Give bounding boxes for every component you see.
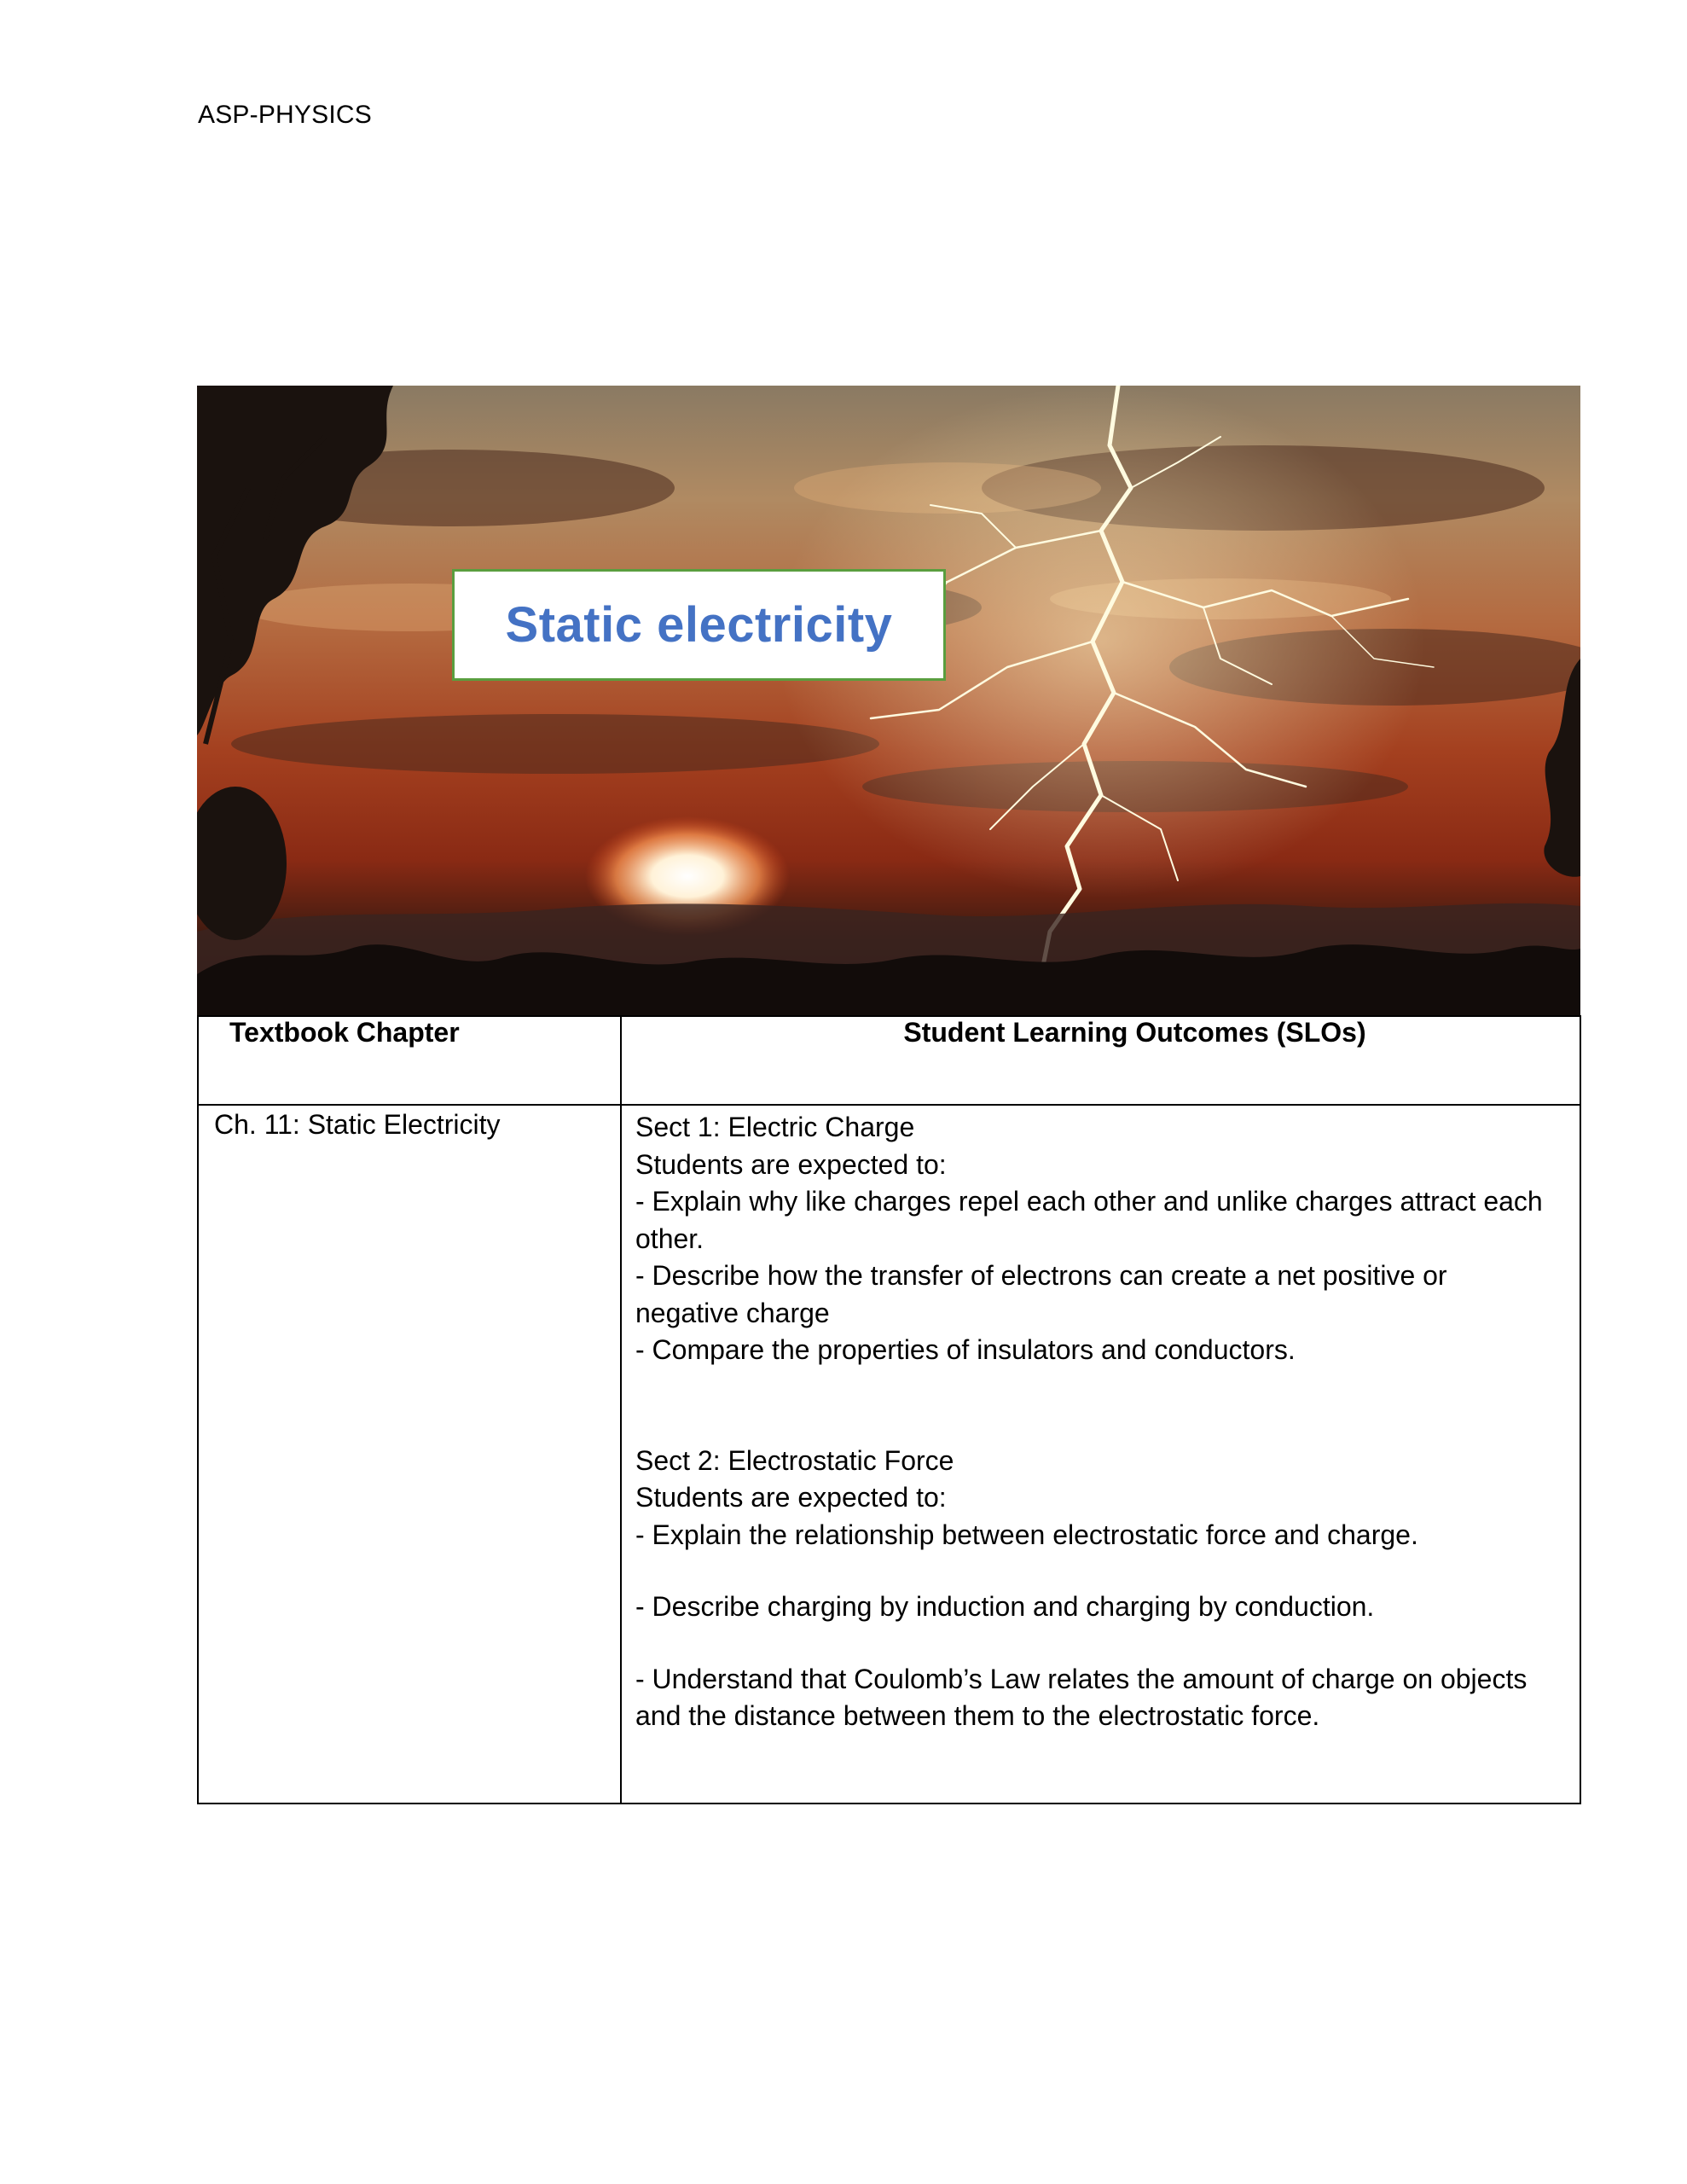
- header-slos: Student Learning Outcomes (SLOs): [621, 1016, 1580, 1105]
- slo-cell: [621, 1105, 1580, 1804]
- header-textbook-chapter: Textbook Chapter: [198, 1016, 621, 1105]
- lightning-sunset-illustration: [197, 386, 1580, 1017]
- banner-title: Static electricity: [505, 597, 893, 653]
- page-header: ASP-PHYSICS: [198, 101, 372, 129]
- banner-image: [197, 386, 1580, 1017]
- slo-item: - Explain why like charges repel each other and unlike charges attract each other.: [635, 1186, 1543, 1254]
- slo-item: - Explain the relationship between electrostatic force and charge.: [635, 1519, 1418, 1550]
- section-intro: Students are expected to:: [635, 1148, 947, 1180]
- slo-table: [197, 1015, 1581, 1804]
- chapter-cell: Ch. 11: Static Electricity: [198, 1105, 621, 1804]
- slo-item: - Understand that Coulomb’s Law relates the amount of charge on objects and the distance between them to the electrostatic force.: [635, 1663, 1528, 1731]
- section-intro: Students are expected to:: [635, 1482, 947, 1513]
- table-header-row: [198, 1016, 1580, 1105]
- section-title: Sect 1: Electric Charge: [635, 1112, 915, 1142]
- title-box: [452, 569, 946, 681]
- table-row: [198, 1105, 1580, 1804]
- slo-item: - Compare the properties of insulators and conductors.: [635, 1334, 1296, 1365]
- slo-item: - Describe how the transfer of electrons can create a net positive or negative charge: [635, 1260, 1447, 1328]
- slo-item: - Describe charging by induction and charging by conduction.: [635, 1591, 1375, 1622]
- section-title: Sect 2: Electrostatic Force: [635, 1444, 954, 1476]
